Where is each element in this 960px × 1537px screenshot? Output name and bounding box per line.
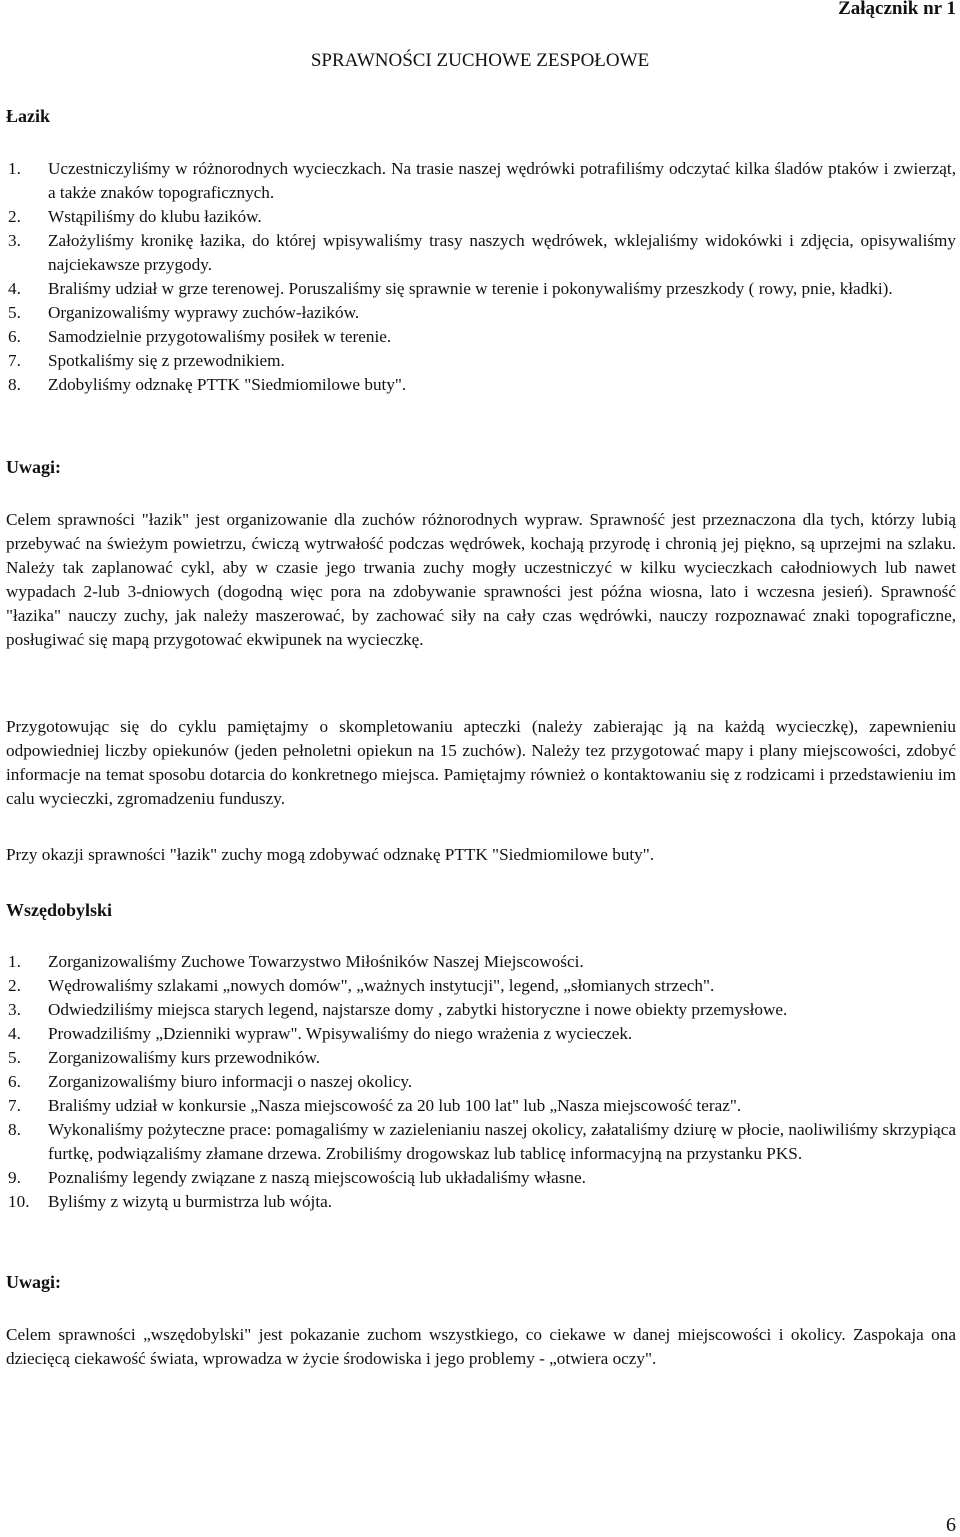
list-item-text: Wstąpiliśmy do klubu łazików. (48, 207, 262, 226)
list-item (8, 1070, 956, 1094)
list-item (8, 950, 956, 974)
list-item (8, 974, 956, 998)
list-item (8, 1190, 956, 1214)
list-item-number: 2. (8, 207, 21, 226)
annex-label: Załącznik nr 1 (838, 0, 956, 19)
list-item (8, 373, 956, 397)
list-item-number: 4. (8, 279, 21, 298)
page-number: 6 (946, 1514, 956, 1536)
list-item-text: Organizowaliśmy wyprawy zuchów-łazików. (48, 303, 360, 322)
list-item-text: Zdobyliśmy odznakę PTTK "Siedmiomilowe buty". (48, 375, 407, 394)
section-heading-wszedobylski: Wszędobylski (6, 900, 113, 920)
list-item-text: Odwiedziliśmy miejsca starych legend, najstarsze domy , zabytki historyczne i nowe obiekty przemysłowe. (48, 1000, 788, 1019)
paragraph: Przy okazji sprawności "łazik" zuchy mogą zdobywać odznakę PTTK "Siedmiomilowe buty". (6, 845, 655, 864)
list-item-number: 2. (8, 976, 21, 995)
list-item (8, 998, 956, 1022)
list-item (8, 229, 956, 277)
paragraph: Przygotowując się do cyklu pamiętajmy o skompletowaniu apteczki (należy zabierając ją na każdą wycieczkę), zapewnieniu odpowiedniej liczby opiekunów (jeden pełnoletni opiekun na 15 zuchów). Należy tez przygotować mapy i plany miejscowości, zdobyć informacje na temat sposobu dotarcia do konkretnego miejsca. Pamiętajmy również o kontaktowaniu się z rodzicami i przedstawieniu im calu wycieczki, zgromadzeniu funduszy. (6, 717, 956, 808)
list-item-text: Uczestniczyliśmy w różnorodnych wycieczkach. Na trasie naszej wędrówki potrafiliśmy odczytać kilka śladów ptaków i zwierząt, a także znaków topograficznych. (48, 159, 956, 202)
list-item-number: 7. (8, 351, 21, 370)
list-item (8, 277, 956, 301)
list-item-text: Poznaliśmy legendy związane z naszą miejscowością lub układaliśmy własne. (48, 1168, 586, 1187)
list-item-number: 5. (8, 1048, 21, 1067)
list-item-text: Zorganizowaliśmy Zuchowe Towarzystwo Miłośników Naszej Miejscowości. (48, 952, 584, 971)
list-item (8, 1094, 956, 1118)
list-item-text: Zorganizowaliśmy biuro informacji o naszej okolicy. (48, 1072, 413, 1091)
list-item-text: Wędrowaliśmy szlakami „nowych domów", „ważnych instytucji", legend, „słomianych strzech". (48, 976, 715, 995)
list-item-number: 4. (8, 1024, 21, 1043)
list-item (8, 301, 956, 325)
list-item (8, 1118, 956, 1166)
list-item-number: 8. (8, 375, 21, 394)
list-item-number: 1. (8, 952, 21, 971)
list-item-number: 7. (8, 1096, 21, 1115)
list-item (8, 325, 956, 349)
list-item (8, 1166, 956, 1190)
page-title: SPRAWNOŚCI ZUCHOWE ZESPOŁOWE (310, 50, 650, 71)
list-item-number: 8. (8, 1120, 21, 1139)
list-item-number: 6. (8, 327, 21, 346)
list-item-text: Prowadziliśmy „Dzienniki wypraw". Wpisywaliśmy do niego wrażenia z wycieczek. (48, 1024, 633, 1043)
list-item-number: 6. (8, 1072, 21, 1091)
list-item-text: Zorganizowaliśmy kurs przewodników. (48, 1048, 321, 1067)
lazik-requirements-list (8, 157, 956, 397)
list-item-text: Byliśmy z wizytą u burmistrza lub wójta. (48, 1192, 333, 1211)
list-item-number: 9. (8, 1168, 21, 1187)
list-item-text: Spotkaliśmy się z przewodnikiem. (48, 351, 285, 370)
list-item-number: 10. (8, 1192, 30, 1211)
list-item-text: Samodzielnie przygotowaliśmy posiłek w terenie. (48, 327, 392, 346)
list-item-number: 5. (8, 303, 21, 322)
list-item-text: Braliśmy udział w grze terenowej. Poruszaliśmy się sprawnie w terenie i pokonywaliśmy przeszkody ( rowy, pnie, kładki). (48, 279, 893, 298)
list-item-text: Założyliśmy kronikę łazika, do której wpisywaliśmy trasy naszych wędrówek, wklejaliśmy widokówki i zdjęcia, opisywaliśmy najciekawsze przygody. (48, 231, 956, 274)
list-item-number: 3. (8, 1000, 21, 1019)
list-item-text: Braliśmy udział w konkursie „Nasza miejscowość za 20 lub 100 lat" lub „Nasza miejscowość teraz". (48, 1096, 742, 1115)
list-item (8, 205, 956, 229)
paragraph: Celem sprawności „wszędobylski" jest pokazanie zuchom wszystkiego, co ciekawe w danej miejscowości i okolicy. Zaspokaja ona dziecięcą ciekawość świata, wprowadza w życie środowiska i jego problemy - „otwiera oczy". (6, 1325, 956, 1368)
notes-heading: Uwagi: (6, 457, 61, 477)
list-item-number: 3. (8, 231, 21, 250)
list-item (8, 349, 956, 373)
section-heading-lazik: Łazik (6, 106, 51, 126)
list-item (8, 1046, 956, 1070)
wszedobylski-requirements-list (8, 950, 956, 1214)
list-item-number: 1. (8, 159, 21, 178)
notes-heading: Uwagi: (6, 1272, 61, 1292)
list-item (8, 1022, 956, 1046)
paragraph: Celem sprawności "łazik" jest organizowanie dla zuchów różnorodnych wypraw. Sprawność jest przeznaczona dla tych, którzy lubią przebywać na świeżym powietrzu, ćwiczą wytrwałość podczas wędrówek, kochają przyrodę i chronią jej piękno, są uprzejmi na szlaku. Należy tak zaplanować cykl, aby w czasie jego trwania zuchy mogły uczestniczyć w kilku wycieczkach całodniowych lub nawet wypadach 2-lub 3-dniowych (dogodną więc pora na zdobywanie sprawności jest późna wiosna, lato i wczesna jesień). Sprawność "łazika" nauczy zuchy, jak należy maszerować, by zachować siły na cały czas wędrówki, nauczy rozpoznawać znaki topograficzne, posługiwać się mapą przygotować ekwipunek na wycieczkę. (6, 510, 956, 649)
list-item-text: Wykonaliśmy pożyteczne prace: pomagaliśmy w zazielenianiu naszej okolicy, załataliśmy dziurę w płocie, naoliwiliśmy skrzypiąca furtkę, podwiązaliśmy złamane drzewa. Zrobiliśmy drogowskaz lub tablicę informacyjną na przystanku PKS. (48, 1120, 956, 1163)
list-item (8, 157, 956, 205)
